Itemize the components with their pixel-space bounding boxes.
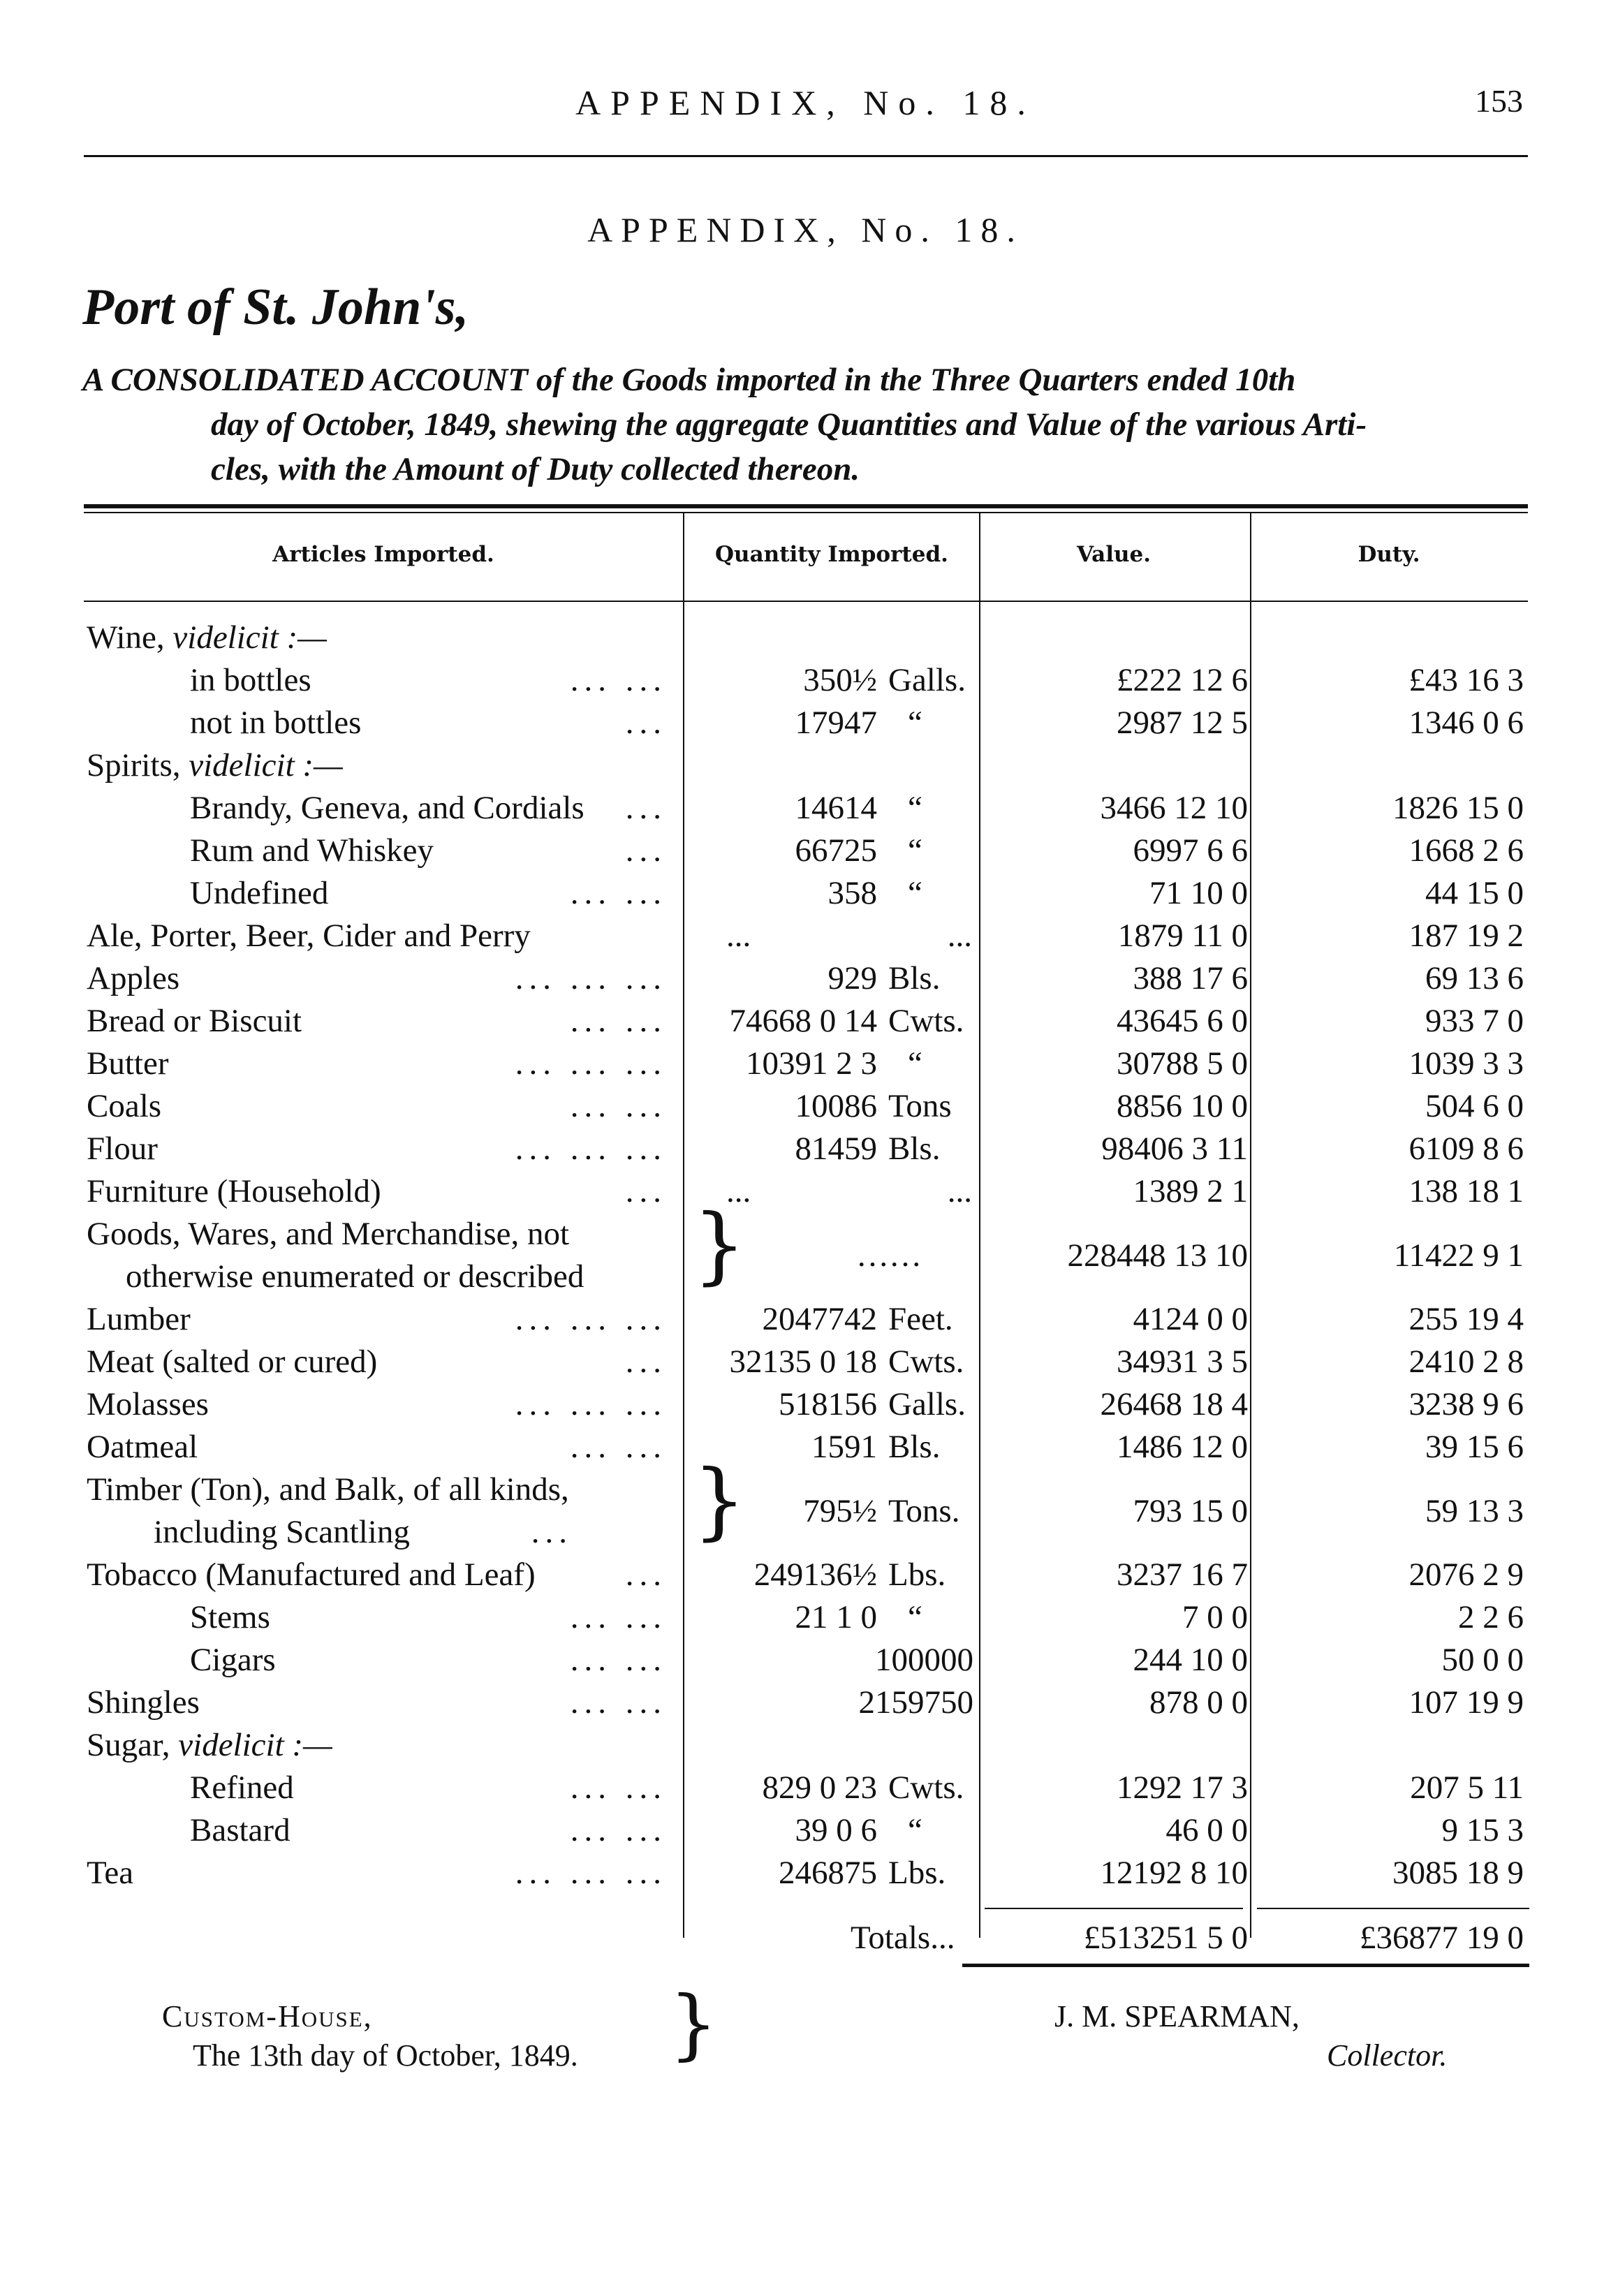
- quantity: 39 0 6: [795, 1812, 877, 1848]
- col-header-duty: Duty.: [1358, 542, 1420, 567]
- leader-dots: ... ...: [570, 1684, 667, 1721]
- table-row: [0, 1297, 1611, 1341]
- duty-amount: 2076 2 9: [1408, 1557, 1524, 1593]
- quantity-unit: “: [908, 875, 922, 911]
- value-amount: 1879 11 0: [1117, 918, 1248, 954]
- totals-top-rule-duty: [1257, 1908, 1529, 1909]
- quantity-unit: “: [908, 1812, 922, 1848]
- leader-dots: ... ...: [570, 1003, 667, 1039]
- header-rule: [84, 155, 1528, 157]
- quantity: 350½: [803, 662, 877, 698]
- footer-name: J. M. SPEARMAN,: [1054, 1999, 1300, 2033]
- quantity-unit: Bls.: [888, 960, 941, 996]
- running-title: APPENDIX, No. 18.: [575, 83, 1036, 122]
- article-videlicit: videlicit :—: [172, 619, 327, 656]
- table-row: [0, 1197, 1611, 1295]
- quantity-ellipsis: ...: [726, 1173, 751, 1209]
- quantity: 249136½: [753, 1557, 877, 1593]
- totals-label: Totals...: [851, 1920, 955, 1956]
- table-row: [0, 1340, 1611, 1383]
- quantity-ellipsis: ...: [726, 918, 751, 954]
- quantity: 32135 0 18: [729, 1344, 877, 1380]
- quantity-unit: Cwts.: [888, 1003, 964, 1039]
- quantity-unit: Bls.: [888, 1429, 941, 1465]
- leader-dots: ... ...: [570, 1599, 667, 1635]
- quantity-unit: “: [908, 1045, 922, 1082]
- footer-title: Collector.: [1327, 2038, 1448, 2073]
- table-top-rule: [84, 504, 1528, 508]
- intro-line-3: cles, with the Amount of Duty collected thereon.: [211, 451, 860, 487]
- value-amount: 30788 5 0: [1117, 1045, 1248, 1082]
- article-name: Bread or Biscuit: [87, 1003, 302, 1039]
- duty-amount: 6109 8 6: [1408, 1131, 1524, 1167]
- quantity-unit: “: [908, 832, 922, 869]
- leader-dots: ... ... ...: [515, 1301, 667, 1337]
- quantity: 1591: [811, 1429, 877, 1465]
- article-videlicit: videlicit :—: [189, 747, 343, 783]
- quantity: 100000: [875, 1642, 973, 1678]
- duty-amount: 1826 15 0: [1392, 790, 1524, 826]
- table-row: [0, 1452, 1611, 1550]
- table-row: [0, 701, 1611, 744]
- article-name: Tobacco (Manufactured and Leaf): [87, 1557, 536, 1593]
- table-row: [0, 957, 1611, 1000]
- table-row: [0, 1809, 1611, 1852]
- value-amount: 34931 3 5: [1117, 1344, 1248, 1380]
- leader-dots: ...: [625, 705, 667, 741]
- value-amount: 12192 8 10: [1100, 1855, 1248, 1891]
- value-amount: 26468 18 4: [1100, 1386, 1248, 1422]
- article-name: Lumber: [87, 1301, 191, 1337]
- article-name: Rum and Whiskey: [190, 832, 434, 869]
- quantity: ...: [947, 1173, 972, 1209]
- value-amount: 3237 16 7: [1117, 1557, 1248, 1593]
- value-amount: 46 0 0: [1165, 1812, 1248, 1848]
- quantity: 66725: [795, 832, 877, 869]
- leader-dots: ... ...: [570, 1812, 667, 1848]
- value-amount: 1389 2 1: [1133, 1173, 1248, 1209]
- table-row: [0, 1851, 1611, 1894]
- article-name-continued: including Scantling: [154, 1514, 410, 1550]
- leader-dots: ... ...: [570, 1088, 667, 1124]
- table-row: [0, 1638, 1611, 1681]
- quantity-unit: Bls.: [888, 1131, 941, 1167]
- quantity: 929: [827, 960, 877, 996]
- leader-dots: ... ...: [570, 1769, 667, 1806]
- article-name: Coals: [87, 1088, 162, 1124]
- duty-amount: 3238 9 6: [1408, 1386, 1524, 1422]
- quantity-unit: Lbs.: [888, 1855, 946, 1891]
- value-amount: 388 17 6: [1133, 960, 1248, 996]
- col-header-articles: Articles Imported.: [272, 542, 494, 567]
- duty-amount: 138 18 1: [1408, 1173, 1524, 1209]
- col-header-value: Value.: [1076, 542, 1152, 567]
- quantity: ...: [947, 918, 972, 954]
- table-row: [0, 1383, 1611, 1426]
- intro-line-2: day of October, 1849, shewing the aggregate Quantities and Value of the various Arti-: [211, 406, 1367, 443]
- value-amount: 228448 13 10: [1067, 1237, 1248, 1274]
- value-amount: 7 0 0: [1182, 1599, 1248, 1635]
- quantity: 795½: [803, 1493, 877, 1529]
- quantity: 10391 2 3: [746, 1045, 877, 1082]
- table-row: [0, 658, 1611, 702]
- leader-dots: ... ... ...: [515, 1131, 667, 1167]
- value-amount: 6997 6 6: [1133, 832, 1248, 869]
- article-name: Refined: [190, 1769, 294, 1806]
- table-row: [0, 829, 1611, 872]
- duty-amount: 107 19 9: [1408, 1684, 1524, 1721]
- quantity-unit: Tons: [888, 1088, 952, 1124]
- article-name: Goods, Wares, and Merchandise, not: [87, 1216, 570, 1252]
- table-row: [0, 616, 1611, 659]
- value-amount: 793 15 0: [1133, 1493, 1248, 1529]
- col-header-quantity: Quantity Imported.: [715, 542, 948, 567]
- article-name: Shingles: [87, 1684, 200, 1721]
- article-name-continued: otherwise enumerated or described: [126, 1258, 584, 1295]
- totals-top-rule-value: [985, 1908, 1243, 1909]
- header-bottom-rule: [84, 601, 1528, 602]
- duty-amount: 933 7 0: [1425, 1003, 1524, 1039]
- article-name: Meat (salted or cured): [87, 1344, 378, 1380]
- duty-amount: 69 13 6: [1425, 960, 1524, 996]
- table-row: [0, 1723, 1611, 1767]
- table-row: [0, 1596, 1611, 1639]
- footer-place: Custom-House,: [162, 1999, 373, 2033]
- article-name: Furniture (Household): [87, 1173, 381, 1209]
- table-row: [0, 914, 1611, 957]
- value-amount: 1292 17 3: [1117, 1769, 1248, 1806]
- article-name: Wine, videlicit :—: [87, 619, 327, 656]
- quantity: 17947: [795, 705, 877, 741]
- quantity-unit: “: [908, 790, 922, 826]
- duty-amount: 207 5 11: [1410, 1769, 1524, 1806]
- totals-bottom-rule: [962, 1964, 1529, 1967]
- leader-dots: ...: [625, 790, 667, 826]
- duty-amount: 187 19 2: [1408, 918, 1524, 954]
- quantity-unit: Galls.: [888, 662, 966, 698]
- article-name: in bottles: [190, 662, 311, 698]
- quantity: 829 0 23: [762, 1769, 877, 1806]
- article-name: Stems: [190, 1599, 270, 1635]
- article-name: Undefined: [190, 875, 329, 911]
- duty-amount: 2410 2 8: [1408, 1344, 1524, 1380]
- duty-amount: 504 6 0: [1425, 1088, 1524, 1124]
- duty-amount: 1039 3 3: [1408, 1045, 1524, 1082]
- quantity-unit: “: [908, 1599, 922, 1635]
- duty-amount: 39 15 6: [1425, 1429, 1524, 1465]
- leader-dots: ...: [625, 1557, 667, 1593]
- duty-amount: 59 13 3: [1425, 1493, 1524, 1529]
- value-amount: 8856 10 0: [1117, 1088, 1248, 1124]
- quantity-unit: Galls.: [888, 1386, 966, 1422]
- quantity-unit: Feet.: [888, 1301, 953, 1337]
- row-brace: }: [693, 1197, 746, 1294]
- value-amount: 1486 12 0: [1117, 1429, 1248, 1465]
- leader-dots: ... ...: [570, 1429, 667, 1465]
- footer-brace: }: [669, 1979, 718, 2068]
- article-name: Timber (Ton), and Balk, of all kinds,: [87, 1471, 569, 1508]
- article-name: Spirits, videlicit :—: [87, 747, 343, 783]
- table-row: [0, 1425, 1611, 1469]
- intro-line-1: A CONSOLIDATED ACCOUNT of the Goods imported in the Three Quarters ended 10th: [82, 362, 1296, 398]
- table-row: [0, 1681, 1611, 1724]
- leader-dots: ... ...: [570, 875, 667, 911]
- table-row: [0, 1170, 1611, 1213]
- leader-dots: ...: [625, 1344, 667, 1380]
- leader-dots: ... ...: [570, 1642, 667, 1678]
- leader-dots: ... ... ...: [515, 1045, 667, 1082]
- duty-amount: 1346 0 6: [1408, 705, 1524, 741]
- quantity-unit: Cwts.: [888, 1344, 964, 1380]
- article-name: Flour: [87, 1131, 158, 1167]
- leader-dots: ...: [625, 832, 667, 869]
- leader-dots: ...: [531, 1514, 573, 1550]
- quantity: 2159750: [858, 1684, 973, 1721]
- quantity: 74668 0 14: [729, 1003, 877, 1039]
- quantity: 21 1 0: [795, 1599, 877, 1635]
- quantity-unit: “: [908, 705, 922, 741]
- page-number: 153: [1475, 83, 1523, 119]
- quantity-unit: Lbs.: [888, 1557, 946, 1593]
- table-row: [0, 1084, 1611, 1128]
- quantity: 10086: [795, 1088, 877, 1124]
- table-row: [0, 871, 1611, 915]
- leader-dots: ... ...: [570, 662, 667, 698]
- totals-value: £513251 5 0: [1084, 1920, 1248, 1956]
- article-name: Ale, Porter, Beer, Cider and Perry: [87, 918, 531, 954]
- table-row: [0, 1042, 1611, 1085]
- quantity: 518156: [779, 1386, 877, 1422]
- quantity: 246875: [779, 1855, 877, 1891]
- duty-amount: 44 15 0: [1425, 875, 1524, 911]
- appendix-heading: APPENDIX, No. 18.: [587, 210, 1024, 249]
- table-row: [0, 1127, 1611, 1170]
- leader-dots: ... ... ...: [515, 1855, 667, 1891]
- duty-amount: 1668 2 6: [1408, 832, 1524, 869]
- article-name: Butter: [87, 1045, 169, 1082]
- duty-amount: 2 2 6: [1458, 1599, 1524, 1635]
- leader-dots: ... ... ...: [515, 1386, 667, 1422]
- quantity-unit: Tons.: [888, 1493, 960, 1529]
- footer-date: The 13th day of October, 1849.: [193, 2038, 578, 2073]
- article-name: Oatmeal: [87, 1429, 198, 1465]
- value-amount: 43645 6 0: [1117, 1003, 1248, 1039]
- leader-dots: ... ... ...: [515, 960, 667, 996]
- value-amount: 244 10 0: [1133, 1642, 1248, 1678]
- value-amount: 71 10 0: [1149, 875, 1248, 911]
- article-name: Tea: [87, 1855, 134, 1891]
- duty-amount: £43 16 3: [1408, 662, 1524, 698]
- article-name: not in bottles: [190, 705, 362, 741]
- duty-amount: 9 15 3: [1441, 1812, 1524, 1848]
- value-amount: 878 0 0: [1149, 1684, 1248, 1721]
- article-name: Cigars: [190, 1642, 276, 1678]
- table-row: [0, 999, 1611, 1043]
- quantity: 2047742: [762, 1301, 877, 1337]
- quantity: 81459: [795, 1131, 877, 1167]
- duty-amount: 11422 9 1: [1393, 1237, 1524, 1274]
- intro-paragraph: [82, 358, 1535, 492]
- article-name: Apples: [87, 960, 180, 996]
- table-row: [0, 1553, 1611, 1596]
- value-amount: 98406 3 11: [1101, 1131, 1248, 1167]
- table-row: [0, 744, 1611, 787]
- value-amount: 4124 0 0: [1133, 1301, 1248, 1337]
- quantity-unit: Cwts.: [888, 1769, 964, 1806]
- leader-dots: ...: [625, 1173, 667, 1209]
- port-title: Port of St. John's,: [82, 279, 469, 336]
- quantity: 14614: [795, 790, 877, 826]
- article-name: Bastard: [190, 1812, 290, 1848]
- table-row: [0, 786, 1611, 830]
- article-name: Molasses: [87, 1386, 209, 1422]
- totals-duty: £36877 19 0: [1360, 1920, 1524, 1956]
- quantity: 358: [827, 875, 877, 911]
- article-videlicit: videlicit :—: [178, 1727, 332, 1763]
- duty-amount: 3085 18 9: [1392, 1855, 1524, 1891]
- duty-amount: 255 19 4: [1408, 1301, 1524, 1337]
- article-name: Brandy, Geneva, and Cordials: [190, 790, 584, 826]
- value-amount: 2987 12 5: [1117, 705, 1248, 741]
- duty-amount: 50 0 0: [1441, 1642, 1524, 1678]
- value-amount: £222 12 6: [1117, 662, 1248, 698]
- table-top-rule-thin: [84, 512, 1528, 513]
- table-row: [0, 1766, 1611, 1809]
- article-name: Sugar, videlicit :—: [87, 1727, 332, 1763]
- value-amount: 3466 12 10: [1100, 790, 1248, 826]
- row-brace: }: [693, 1452, 746, 1550]
- quantity: ……: [856, 1237, 922, 1274]
